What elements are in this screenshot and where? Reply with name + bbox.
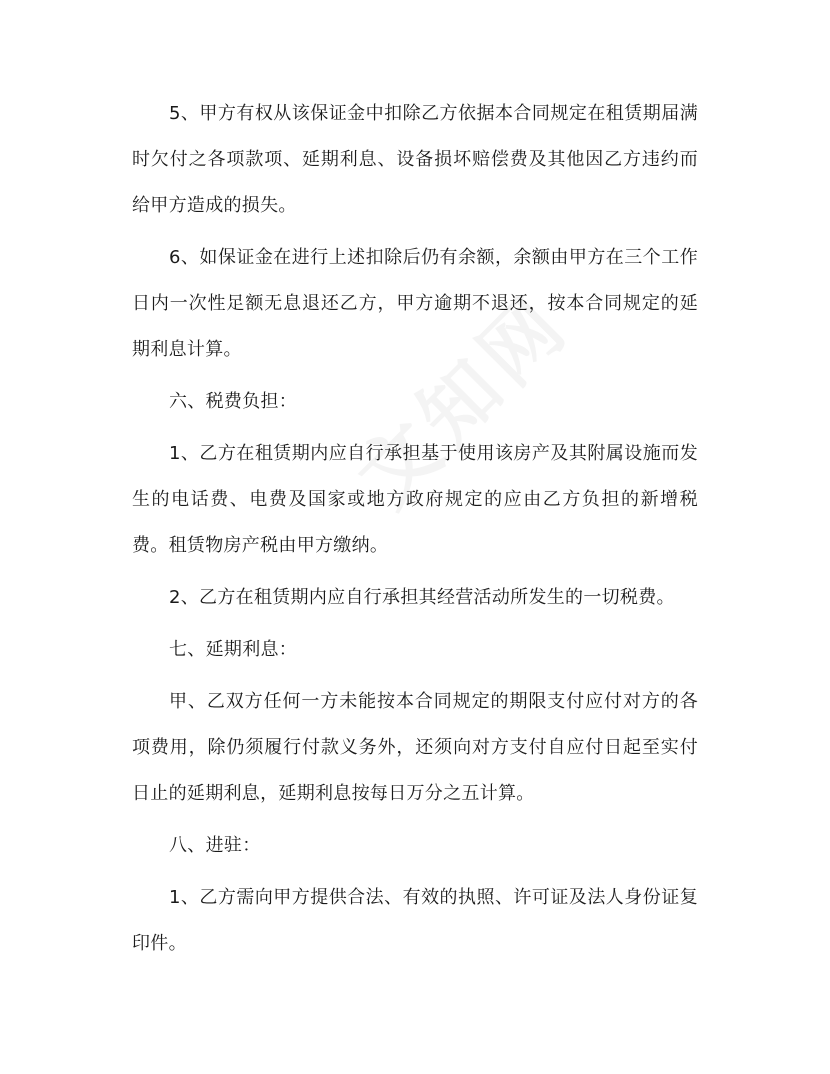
paragraph-taxes-1: 1、乙方在租赁期内应自行承担基于使用该房产及其附属设施而发生的电话费、电费及国家或地方政府规定的应由乙方负担的新增税费。租赁物房产税由甲方缴纳。 bbox=[132, 443, 698, 556]
paragraph-taxes-2: 2、乙方在租赁期内应自行承担其经营活动所发生的一切税费。 bbox=[169, 587, 675, 608]
paragraph-clause-5: 5、甲方有权从该保证金中扣除乙方依据本合同规定在租赁期届满时欠付之各项款项、延期利息、设备损坏赔偿费及其他因乙方违约而给甲方造成的损失。 bbox=[132, 103, 698, 216]
paragraph-move-in-1: 1、乙方需向甲方提供合法、有效的执照、许可证及法人身份证复印件。 bbox=[132, 887, 698, 954]
document-body bbox=[132, 91, 698, 967]
section-heading-move-in: 八、进驻： bbox=[169, 835, 261, 856]
section-heading-taxes: 六、税费负担： bbox=[169, 391, 298, 412]
paragraph-clause-6: 6、如保证金在进行上述扣除后仍有余额，余额由甲方在三个工作日内一次性足额无息退还乙方，甲方逾期不退还，按本合同规定的延期利息计算。 bbox=[132, 247, 698, 360]
section-heading-late-interest: 七、延期利息： bbox=[169, 639, 298, 660]
paragraph-late-interest: 甲、乙双方任何一方未能按本合同规定的期限支付应付对方的各项费用，除仍须履行付款义务外，还须向对方支付自应付日起至实付日止的延期利息，延期利息按每日万分之五计算。 bbox=[132, 691, 698, 804]
